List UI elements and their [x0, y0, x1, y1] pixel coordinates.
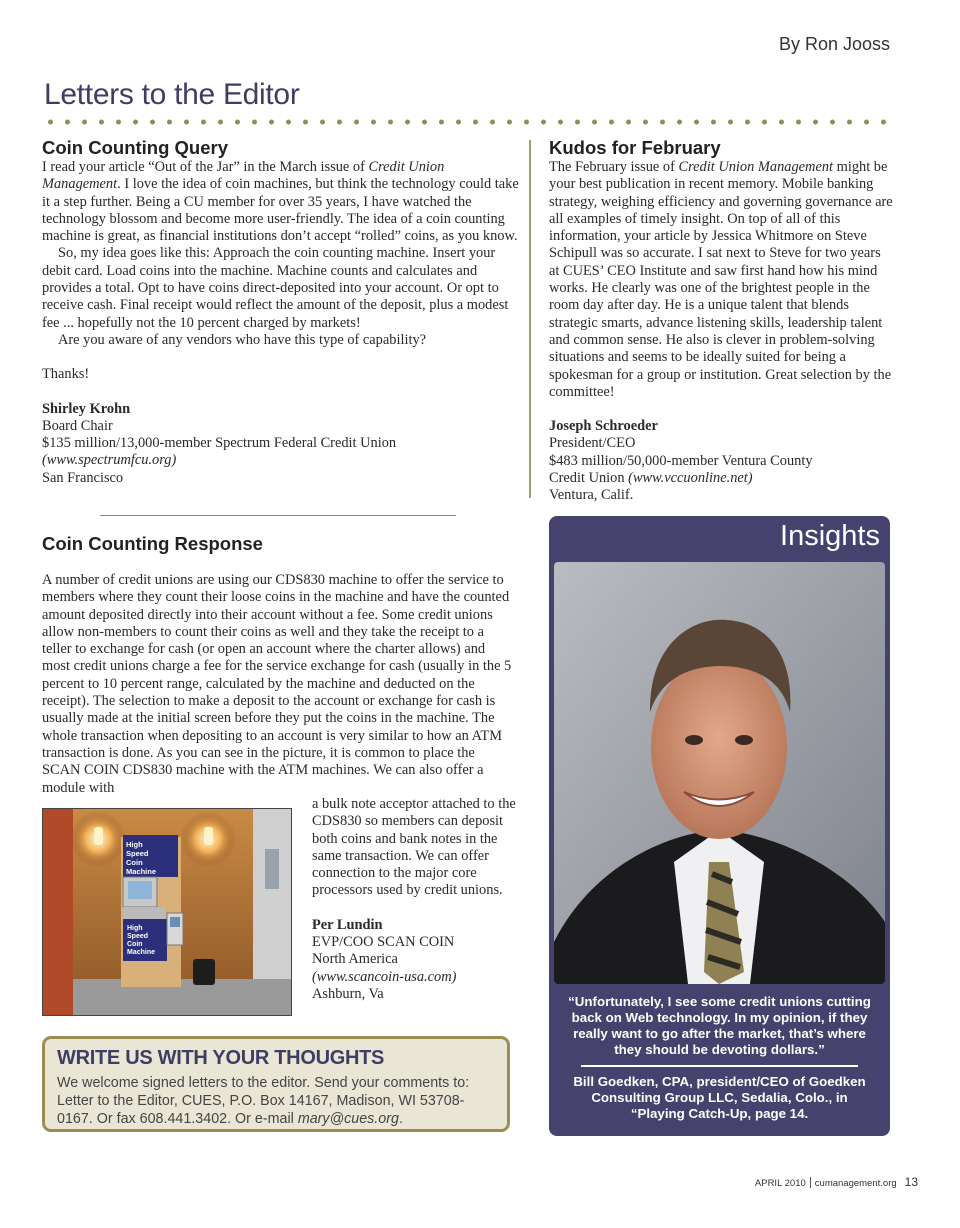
coin-machine-illustration: [43, 809, 291, 1015]
letter2-publication: Credit Union Management: [678, 159, 834, 175]
portrait-illustration: [554, 562, 885, 984]
letter2-signature-name: Joseph Schroeder: [549, 418, 658, 435]
response-signature-url: [312, 969, 517, 986]
letter1-p1-a: I read your article “Out of the Jar” in the March issue of: [42, 159, 369, 175]
page-title: Letters to the Editor: [44, 78, 300, 111]
insights-quote-rule: [581, 1065, 858, 1067]
letter1-signature-url: [42, 452, 520, 469]
insights-attribution: Bill Goedken, CPA, president/CEO of Goedken Consulting Group LLC, Sedalia, Colo., in “Playing Catch-Up, page 14.: [573, 1074, 866, 1121]
page-number: 13: [904, 1175, 918, 1189]
letter2-signature-title: President/CEO: [549, 435, 636, 452]
letter2-heading: Kudos for February: [549, 137, 721, 158]
insights-quote: “Unfortunately, I see some credit unions cutting back on Web technology. In my opinion, if they really want to go after the market, that’s where they should be devoting dollars.”: [568, 994, 871, 1057]
letter1-signature-name: Shirley Krohn: [42, 400, 131, 417]
write-us-body: [57, 1074, 495, 1128]
photo-sign-bottom-line-1: High: [127, 925, 143, 932]
photo-sign-top-line-3: Coin: [126, 858, 143, 867]
response-continued: [312, 796, 517, 1003]
letter1-signature-title: Board Chair: [42, 417, 113, 434]
letter-kudos-for-february: [549, 137, 894, 505]
letter1-paragraph-1: [42, 159, 520, 245]
response-signature-city: Ashburn, Va: [312, 985, 384, 1002]
letter2-p1-a: The February issue of: [549, 159, 679, 175]
letter2-url-text: (www.vccuonline.net): [628, 470, 753, 487]
write-us-body-text: We welcome signed letters to the editor. Send your comments to: Letter to the Editor, CUES, P.O. Box 14167, Madison, WI 53708-0167. Or fax 608.441.3402. Or e-mail: [57, 1075, 470, 1127]
coin-machine-photo: [42, 808, 292, 1016]
photo-sign-bottom-line-3: Coin: [127, 941, 143, 948]
letter1-heading: Coin Counting Query: [42, 137, 229, 158]
letter1-signature-city: San Francisco: [42, 469, 124, 486]
write-us-box: [42, 1036, 510, 1132]
portrait-photo: [554, 562, 885, 984]
insights-title: Insights: [780, 520, 880, 552]
letter1-publication: Credit Union Management: [42, 159, 445, 193]
page-footer: [755, 1175, 918, 1189]
letter1-paragraph-3: Are you aware of any vendors who have this type of capability?: [58, 331, 427, 348]
letter1-url-text: (www.spectrumfcu.org): [42, 452, 177, 469]
letter-coin-counting-query: [42, 137, 520, 487]
insights-panel: [549, 516, 890, 1136]
letter2-signature-city: Ventura, Calif.: [549, 487, 634, 504]
letter2-signature-org: $483 million/50,000-member Ventura County: [549, 452, 813, 469]
dotted-divider: [42, 118, 894, 126]
letter1-signature-org: $135 million/13,000-member Spectrum Federal Credit Union: [42, 435, 397, 452]
photo-sign-top-line-1: High: [126, 840, 143, 849]
letter2-paragraph-1: [549, 159, 894, 401]
letter1-p1-b: . I love the idea of coin machines, but think the technology could take it a step further. Being a CU member for over 35 years, I have watched the technology blossom and become more user-friendly. The idea of a coin counting machine is great, as financial institutions don’t accept “rolled” coins, as you know.: [42, 176, 519, 245]
section-divider: [100, 515, 456, 516]
letter1-closing: Thanks!: [42, 366, 90, 383]
photo-sign-top-line-2: Speed: [126, 849, 149, 858]
response-paragraph-continued: a bulk note acceptor attached to the CDS830 so members can deposit both coins and bank notes in the same transaction. We can offer connection to the major core processors used by credit unions.: [312, 796, 516, 899]
response-paragraph: A number of credit unions are using our CDS830 machine to offer the service to members where they count their loose coins in the machine and have the counted amount deposited directly into their account without a fee. Some credit unions allow non-members to count their coins as well and they take the receipt to a teller to exchange for cash (or open an account where the charter allows) and most credit unions charge a fee for the service exchange for cash (usually in the 5 percent to 10 percent range, calculated by the machine and deducted on the receipt). The selection to make a deposit to the account or exchange for cash is usually made at the initial screen before they put the coins in the machine. The whole transaction when depositing to an account is very similar to how an ATM transaction is done. As you can see in the picture, it is common to place the SCAN COIN CDS830 machine with the ATM machines. We can also offer a module with: [42, 572, 512, 796]
response-heading: Coin Counting Response: [42, 533, 263, 554]
photo-sign-top-line-4: Machine: [126, 867, 157, 876]
photo-sign-bottom-line-4: Machine: [127, 949, 156, 956]
write-us-body-end: .: [398, 1111, 403, 1127]
letter2-org2-text: Credit Union: [549, 470, 629, 487]
response-signature-region: North America: [312, 951, 398, 968]
write-us-email-link[interactable]: mary@cues.org: [297, 1111, 399, 1127]
letter1-paragraph-2: So, my idea goes like this: Approach the coin counting machine. Insert your debit card. Load coins into the machine. Machine counts and calculates and provides a total. Opt to have coins direct-deposited into your account. Or opt to receive cash. Final receipt would reflect the amount of the deposit, plus a modest fee ... hopefully not the 10 percent charged by markets!: [42, 245, 509, 331]
response-signature-name: Per Lundin: [312, 916, 383, 933]
footer-date: APRIL 2010: [754, 1178, 806, 1189]
footer-site: cumanagement.org: [814, 1178, 897, 1189]
letter2-p1-b: might be your best publication in recent memory. Mobile banking strategy, weighing efficiency and governing governance are all examples of timely insight. On top of all of this information, your article by Jessica Whitmore on Steve Schipull was so accurate. I sat next to Steve for two years at CUES’ CEO Institute and saw first hand how his mind works. He clearly was one of the brightest people in the room day after day. He is a unique talent that blends strategic smarts, advance listening skills, leadership talent and common sense. He also is clever in problem-solving situations and seems to be ideally suited for being a spokesman for a group or institution. Great selection by the committee!: [549, 159, 893, 400]
column-divider: [529, 140, 531, 498]
footer-separator: [810, 1177, 811, 1188]
photo-sign-bottom-line-2: Speed: [127, 933, 149, 940]
byline: By Ron Jooss: [778, 34, 890, 54]
response-signature-title: EVP/COO SCAN COIN: [312, 934, 455, 951]
write-us-title: WRITE US WITH YOUR THOUGHTS: [57, 1047, 385, 1069]
response-url-text: (www.scancoin-usa.com): [312, 968, 457, 985]
letter2-signature-org-2: [549, 470, 894, 487]
